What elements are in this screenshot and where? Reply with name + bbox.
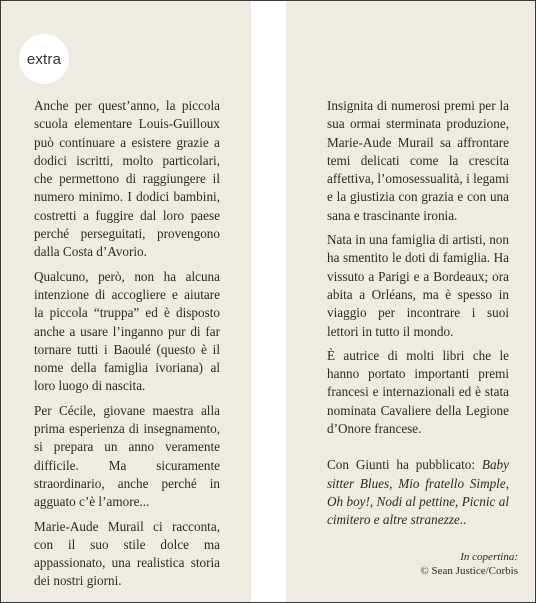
left-paragraph: Qualcuno, però, non ha alcuna intenzione di accogliere e aiutare la piccola “truppa” ed è disposto anche a usare l’inganno pur di far tornare tutti i Baoulé (questo è il nome della famiglia ivoriana) al loro luogo di nascita. [34,268,220,394]
extra-badge: extra [19,34,69,84]
published-books [327,456,509,529]
left-paragraph: Anche per quest’anno, la piccola scuola elementare Louis-Guilloux può continuare a esistere grazie a dodici iscritti, molto particolari, che permettono di raggiungere il numero minimo. I dodici bambini, costretti a fuggire dal loro paese perché perseguitati, provengono dalla Costa d’Avorio. [34,98,220,260]
right-flap-text [327,97,509,536]
left-paragraph: Marie-Aude Murail ci racconta, con il suo stile dolce ma appassionato, una realistica storia dei nostri giorni. [34,518,220,589]
left-flap-text [34,97,220,597]
published-titles: Baby sitter Blues, Mio fratello Simple, Oh boy!, Nodi al pettine, Picnic al cimitero e altre stranezze [327,457,509,528]
cover-credit-label: In copertina: [460,551,518,563]
right-paragraph: È autrice di molti libri che le hanno portato importanti premi francesi e internazionali ed è stata nominata Cavaliere della Legione d’Onore francese. [327,347,509,437]
right-paragraph: Nata in una famiglia di artisti, non ha smentito le doti di famiglia. Ha vissuto a Parigi e a Bordeaux; ora abita a Orléans, ma è spesso in viaggio per incontrare i suoi lettori in tutto il mondo. [327,232,509,339]
right-paragraph: Insignita di numerosi premi per la sua ormai sterminata produzione, Marie-Aude Murail sa affrontare temi delicati come la crescita affettiva, l’omosessualità, i legami e la giustizia con grazia e con una sana e trascinante ironia. [327,98,509,223]
cover-credit-value: © Sean Justice/Corbis [420,565,518,577]
published-end: .. [459,512,467,528]
right-flap [286,1,535,602]
left-flap [1,1,251,602]
left-paragraph: Per Cécile, giovane maestra alla prima esperienza di insegnamento, si prepara un anno veramente difficile. Ma sicuramente straordinario, anche perché in agguato c’è l’amore... [34,402,220,510]
published-intro: Con Giunti ha pubblicato: [327,457,482,473]
cover-credit [358,550,518,578]
